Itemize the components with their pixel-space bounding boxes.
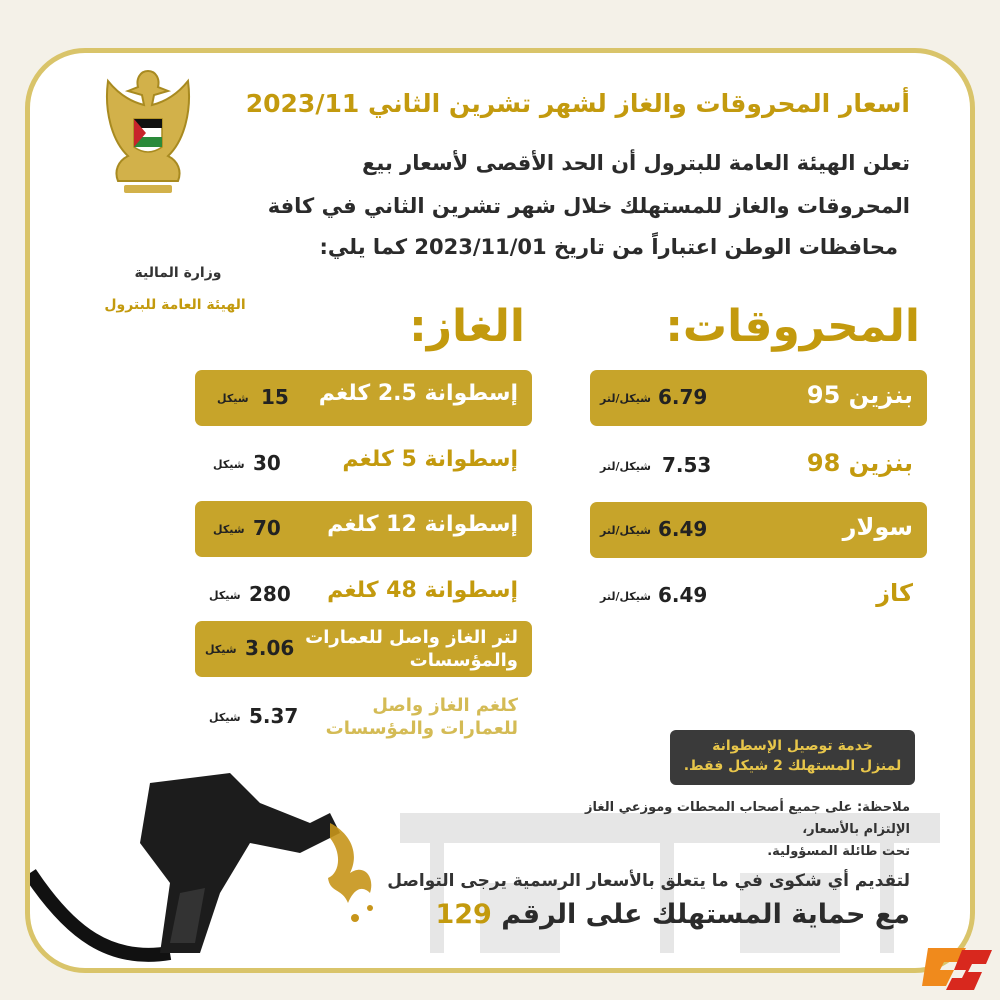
service-line-2: لمنزل المستهلك 2 شيكل فقط.: [683, 758, 902, 774]
site-logo-icon: [922, 940, 998, 998]
fuel-price: 6.49: [658, 517, 708, 541]
fuel-unit: شيكل/لتر: [600, 460, 652, 473]
gas-price: 70: [253, 516, 281, 540]
fuel-name: بنزين 95: [806, 381, 913, 409]
note-line-2: تحت طائلة المسؤولية.: [767, 844, 910, 859]
fuel-name: سولار: [842, 513, 913, 541]
gas-row-liter-buildings: [195, 621, 532, 677]
gas-price: 3.06: [245, 636, 295, 660]
fuel-row-diesel: [590, 502, 927, 558]
gas-unit: شيكل: [205, 643, 237, 656]
ministry-name: وزارة المالية: [134, 265, 222, 281]
gas-unit: شيكل: [213, 523, 245, 536]
note-line-1: ملاحظة: على جميع أصحاب المحطات وموزعي الغاز الإلتزام بالأسعار،: [585, 800, 910, 837]
service-line-1: خدمة توصيل الإسطوانة: [712, 738, 873, 754]
gas-price: 5.37: [249, 704, 299, 728]
gas-name: إسطوانة 2.5 كلغم: [318, 381, 518, 406]
fuel-unit: شيكل/لتر: [600, 524, 652, 537]
eagle-emblem-icon: [98, 61, 198, 201]
gas-heading: الغاز:: [409, 301, 525, 352]
fuels-heading: المحروقات:: [665, 301, 920, 352]
hotline-number: 129: [435, 899, 492, 930]
fuel-name: بنزين 98: [806, 449, 913, 477]
gas-name: إسطوانة 12 كلغم: [327, 512, 518, 537]
fuel-nozzle-icon: [30, 743, 390, 973]
gas-row-5kg: [195, 436, 532, 492]
fuel-row-kerosene: [590, 568, 927, 624]
delivery-service-box: [670, 730, 915, 785]
price-card: [25, 48, 975, 973]
fuel-name: كاز: [876, 579, 913, 607]
intro-line-3: محافظات الوطن اعتباراً من تاريخ 2023/11/01 كما يلي:: [319, 235, 898, 259]
gas-unit: شيكل: [217, 392, 249, 405]
page-title: أسعار المحروقات والغاز لشهر تشرين الثاني 2023/11: [245, 89, 910, 118]
intro-line-1: تعلن الهيئة العامة للبترول أن الحد الأقصى لأسعار بيع: [362, 151, 910, 175]
gas-row-12kg: [195, 501, 532, 557]
gas-row-48kg: [195, 567, 532, 623]
gas-name: إسطوانة 5 كلغم: [342, 447, 518, 472]
complaint-text: مع حماية المستهلك على الرقم: [501, 899, 910, 930]
authority-name: الهيئة العامة للبترول: [104, 297, 246, 313]
fuel-price: 6.49: [658, 583, 708, 607]
fuel-row-benzine-98: [590, 438, 927, 494]
fuel-price: 7.53: [662, 453, 712, 477]
complaint-line-2: [435, 899, 910, 930]
intro-line-2: المحروقات والغاز للمستهلك خلال شهر تشرين الثاني في كافة: [267, 194, 910, 218]
gas-name: كلغم الغاز واصل للعمارات والمؤسسات: [325, 695, 518, 739]
fuel-unit: شيكل/لتر: [600, 590, 652, 603]
gas-price: 30: [253, 451, 281, 475]
gas-price: 15: [261, 385, 289, 409]
gas-unit: شيكل: [209, 711, 241, 724]
gas-price: 280: [249, 582, 291, 606]
complaint-line-1: لتقديم أي شكوى في ما يتعلق بالأسعار الرسمية يرجى التواصل: [387, 871, 910, 891]
fuel-price: 6.79: [658, 385, 708, 409]
gas-row-kg-buildings: [195, 689, 532, 745]
gas-unit: شيكل: [213, 458, 245, 471]
note: [540, 797, 910, 863]
gas-row-2-5kg: [195, 370, 532, 426]
gas-name: لتر الغاز واصل للعمارات والمؤسسات: [305, 627, 518, 671]
gas-name: إسطوانة 48 كلغم: [327, 578, 518, 603]
fuel-unit: شيكل/لتر: [600, 392, 652, 405]
gas-unit: شيكل: [209, 589, 241, 602]
fuel-row-benzine-95: [590, 370, 927, 426]
